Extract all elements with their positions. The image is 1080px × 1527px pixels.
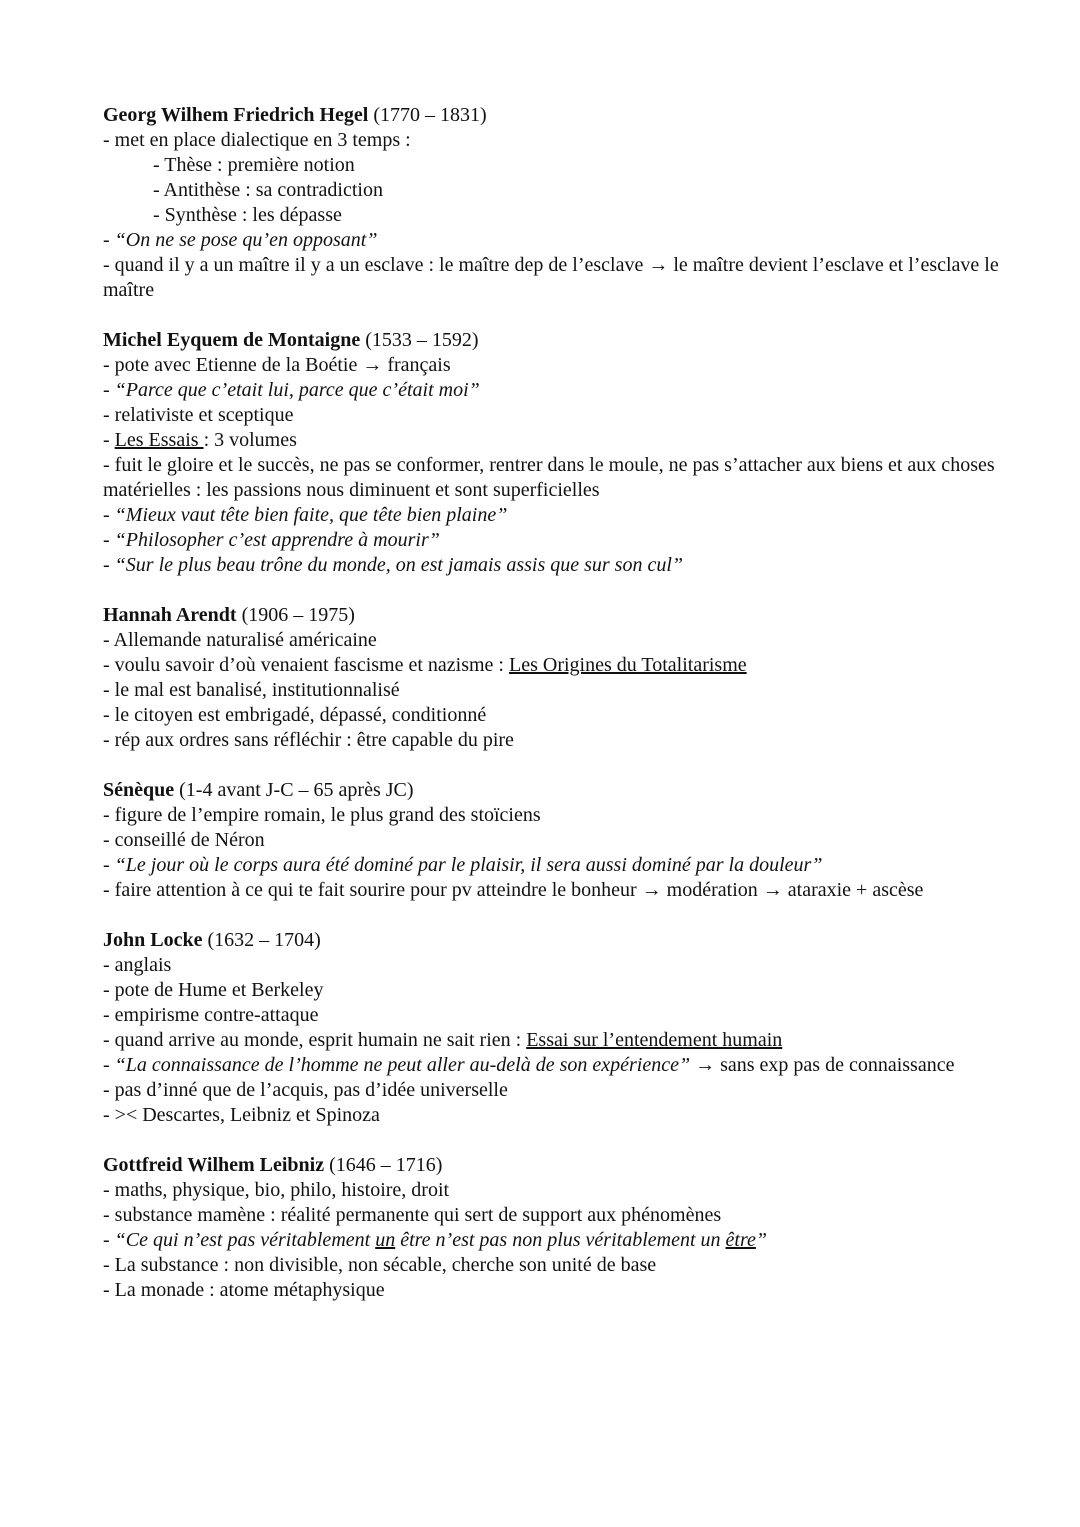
philosopher-dates: (1533 – 1592) <box>365 329 479 351</box>
bullet-dash: - <box>103 1054 115 1076</box>
philosopher-name: Sénèque <box>103 779 175 801</box>
list-item: - fuit le gloire et le succès, ne pas se conformer, rentrer dans le moule, ne pas s’attacher aux biens et aux choses matérielles : les passions nous diminuent et sont superficielles <box>103 454 995 501</box>
section-locke <box>103 928 1003 1128</box>
list-item: - >< Descartes, Leibniz et Spinoza <box>103 1104 380 1126</box>
bullet-dash: - <box>103 1229 115 1251</box>
section-montaigne <box>103 328 1003 578</box>
list-item <box>103 228 1003 253</box>
list-item: - Antithèse : sa contradiction <box>153 179 383 201</box>
philosopher-dates: (1906 – 1975) <box>241 604 355 626</box>
list-item: - pote avec Etienne de la Boétie → français <box>103 354 451 376</box>
section-heading <box>103 928 1003 953</box>
list-item: - empirisme contre-attaque <box>103 1004 319 1026</box>
philosopher-dates: (1-4 avant J-C – 65 après JC) <box>179 779 414 801</box>
section-heading <box>103 778 1003 803</box>
list-item: - pote de Hume et Berkeley <box>103 979 324 1001</box>
list-item <box>103 853 1003 878</box>
quote-text: “Philosopher c’est apprendre à mourir” <box>114 529 440 551</box>
philosopher-name: Georg Wilhem Friedrich Hegel <box>103 104 369 126</box>
bullet-dash: - <box>103 554 115 576</box>
list-item: - le citoyen est embrigadé, dépassé, conditionné <box>103 704 487 726</box>
document-page <box>103 103 1003 1328</box>
list-item <box>103 528 1003 553</box>
philosopher-name: Michel Eyquem de Montaigne <box>103 329 361 351</box>
list-item: - La monade : atome métaphysique <box>103 1279 385 1301</box>
list-item: - maths, physique, bio, philo, histoire, droit <box>103 1179 450 1201</box>
quote-underlined-word: un <box>375 1229 396 1251</box>
line-text: - voulu savoir d’où venaient fascisme et nazisme : <box>103 654 509 676</box>
section-arendt <box>103 603 1003 753</box>
bullet-dash: - <box>103 429 115 451</box>
list-item: - conseillé de Néron <box>103 829 265 851</box>
list-item: - substance mamène : réalité permanente qui sert de support aux phénomènes <box>103 1204 722 1226</box>
list-item: - La substance : non divisible, non sécable, cherche son unité de base <box>103 1254 657 1276</box>
bullet-dash: - <box>103 529 115 551</box>
list-item: - Allemande naturalisé américaine <box>103 629 377 651</box>
section-heading <box>103 328 1003 353</box>
book-title: Les Origines du Totalitarisme <box>509 654 747 676</box>
list-item <box>103 1228 1003 1253</box>
bullet-dash: - <box>103 229 115 251</box>
quote-text: “Sur le plus beau trône du monde, on est jamais assis que sur son cul” <box>114 554 684 576</box>
list-item <box>103 553 1003 578</box>
quote-text: “Le jour où le corps aura été dominé par le plaisir, il sera aussi dominé par la douleur” <box>114 854 823 876</box>
list-item <box>103 503 1003 528</box>
line-text: → sans exp pas de connaissance <box>690 1054 955 1076</box>
quote-text: être n’est pas non plus véritablement un <box>395 1229 726 1251</box>
list-item <box>103 1053 1003 1078</box>
list-item <box>103 1028 1003 1053</box>
quote-text: “Ce qui n’est pas véritablement <box>114 1229 376 1251</box>
line-text: - quand arrive au monde, esprit humain ne sait rien : <box>103 1029 527 1051</box>
list-item: - figure de l’empire romain, le plus grand des stoïciens <box>103 804 541 826</box>
philosopher-name: John Locke <box>103 929 203 951</box>
list-item: - met en place dialectique en 3 temps : <box>103 129 411 151</box>
philosopher-dates: (1632 – 1704) <box>207 929 321 951</box>
quote-text: “Mieux vaut tête bien faite, que tête bien plaine” <box>114 504 508 526</box>
list-item <box>103 428 1003 453</box>
philosopher-dates: (1646 – 1716) <box>329 1154 443 1176</box>
list-item: - le mal est banalisé, institutionnalisé <box>103 679 400 701</box>
philosopher-dates: (1770 – 1831) <box>373 104 487 126</box>
line-text: : 3 volumes <box>203 429 297 451</box>
list-item: - anglais <box>103 954 172 976</box>
bullet-dash: - <box>103 379 115 401</box>
quote-text: ” <box>755 1229 767 1251</box>
list-item: - pas d’inné que de l’acquis, pas d’idée universelle <box>103 1079 508 1101</box>
list-item: - Thèse : première notion <box>153 154 355 176</box>
bullet-dash: - <box>103 854 115 876</box>
section-hegel <box>103 103 1003 303</box>
section-heading <box>103 603 1003 628</box>
section-leibniz <box>103 1153 1003 1303</box>
list-item: - quand il y a un maître il y a un esclave : le maître dep de l’esclave → le maître devient l’esclave et l’esclave le maître <box>103 254 999 301</box>
quote-text: “Parce que c’etait lui, parce que c’était moi” <box>114 379 480 401</box>
list-item: - faire attention à ce qui te fait sourire pour pv atteindre le bonheur → modération → ataraxie + ascèse <box>103 879 924 901</box>
bullet-dash: - <box>103 504 115 526</box>
list-item: - relativiste et sceptique <box>103 404 294 426</box>
philosopher-name: Gottfreid Wilhem Leibniz <box>103 1154 325 1176</box>
book-title: Essai sur l’entendement humain <box>526 1029 783 1051</box>
section-heading <box>103 1153 1003 1178</box>
philosopher-name: Hannah Arendt <box>103 604 237 626</box>
quote-underlined-word: être <box>725 1229 756 1251</box>
list-item <box>103 653 1003 678</box>
list-item: - rép aux ordres sans réfléchir : être capable du pire <box>103 729 514 751</box>
book-title: Les Essais <box>114 429 204 451</box>
quote-text: “La connaissance de l’homme ne peut aller au-delà de son expérience” <box>114 1054 691 1076</box>
section-seneque <box>103 778 1003 903</box>
quote-text: “On ne se pose qu’en opposant” <box>114 229 378 251</box>
section-heading <box>103 103 1003 128</box>
list-item <box>103 378 1003 403</box>
list-item: - Synthèse : les dépasse <box>153 204 342 226</box>
